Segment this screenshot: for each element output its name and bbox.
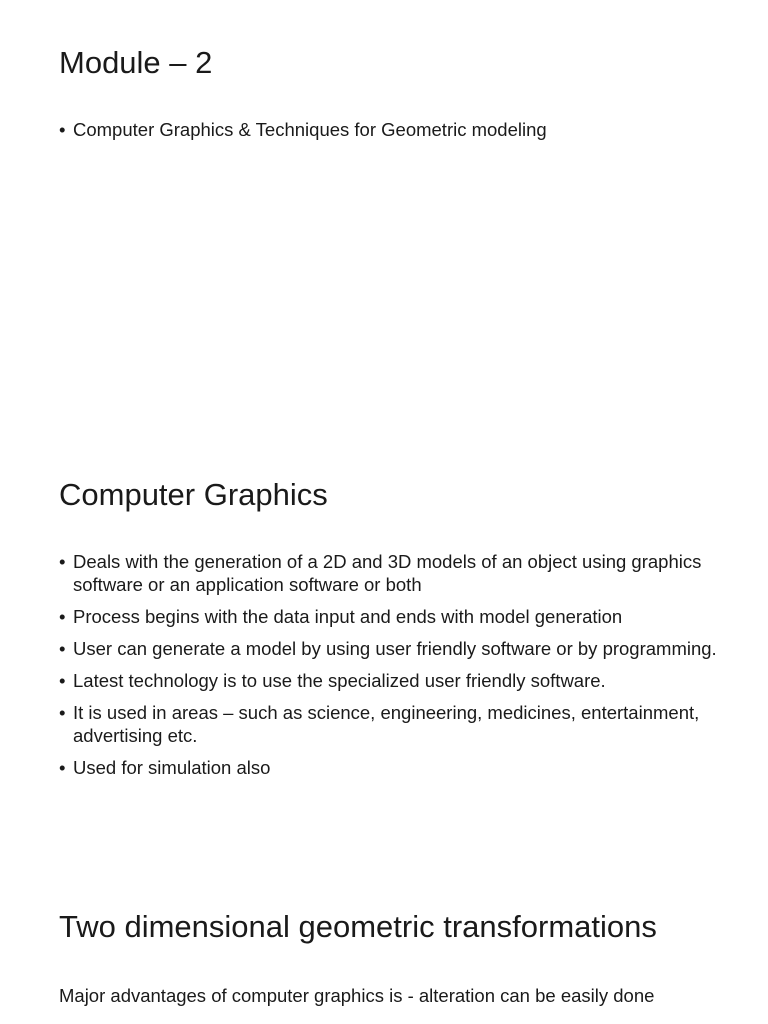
- list-item: [59, 637, 738, 660]
- bullet-text: User can generate a model by using user friendly software or by programming.: [73, 638, 717, 659]
- bullet-text: Deals with the generation of a 2D and 3D models of an object using graphics software or an application software or both: [73, 551, 702, 595]
- bullet-text: Latest technology is to use the specialized user friendly software.: [73, 670, 606, 691]
- bullet-icon: •: [59, 551, 66, 572]
- slide-title: Computer Graphics: [59, 477, 328, 512]
- bullet-icon: •: [59, 757, 66, 778]
- body-text: Major advantages of computer graphics is - alteration can be easily done: [59, 985, 655, 1006]
- slide-title: Two dimensional geometric transformations: [59, 909, 657, 944]
- bullet-list: [59, 550, 738, 788]
- list-item: [59, 701, 738, 747]
- bullet-text: Used for simulation also: [73, 757, 271, 778]
- bullet-text: Computer Graphics & Techniques for Geometric modeling: [73, 119, 547, 140]
- slide-2d-transformations: [0, 880, 768, 1024]
- bullet-list: [59, 118, 738, 150]
- slide-title: Module – 2: [59, 45, 213, 80]
- slide-computer-graphics: [0, 440, 768, 880]
- bullet-icon: •: [59, 606, 66, 627]
- bullet-text: It is used in areas – such as science, engineering, medicines, entertainment, advertising etc.: [73, 702, 700, 746]
- bullet-text: Process begins with the data input and ends with model generation: [73, 606, 623, 627]
- list-item: [59, 550, 738, 596]
- bullet-icon: •: [59, 670, 66, 691]
- list-item: [59, 756, 738, 779]
- list-item: [59, 605, 738, 628]
- bullet-icon: •: [59, 638, 66, 659]
- list-item: [59, 669, 738, 692]
- bullet-icon: •: [59, 119, 66, 140]
- bullet-icon: •: [59, 702, 66, 723]
- list-item: [59, 118, 738, 141]
- slide-module-2: [0, 0, 768, 440]
